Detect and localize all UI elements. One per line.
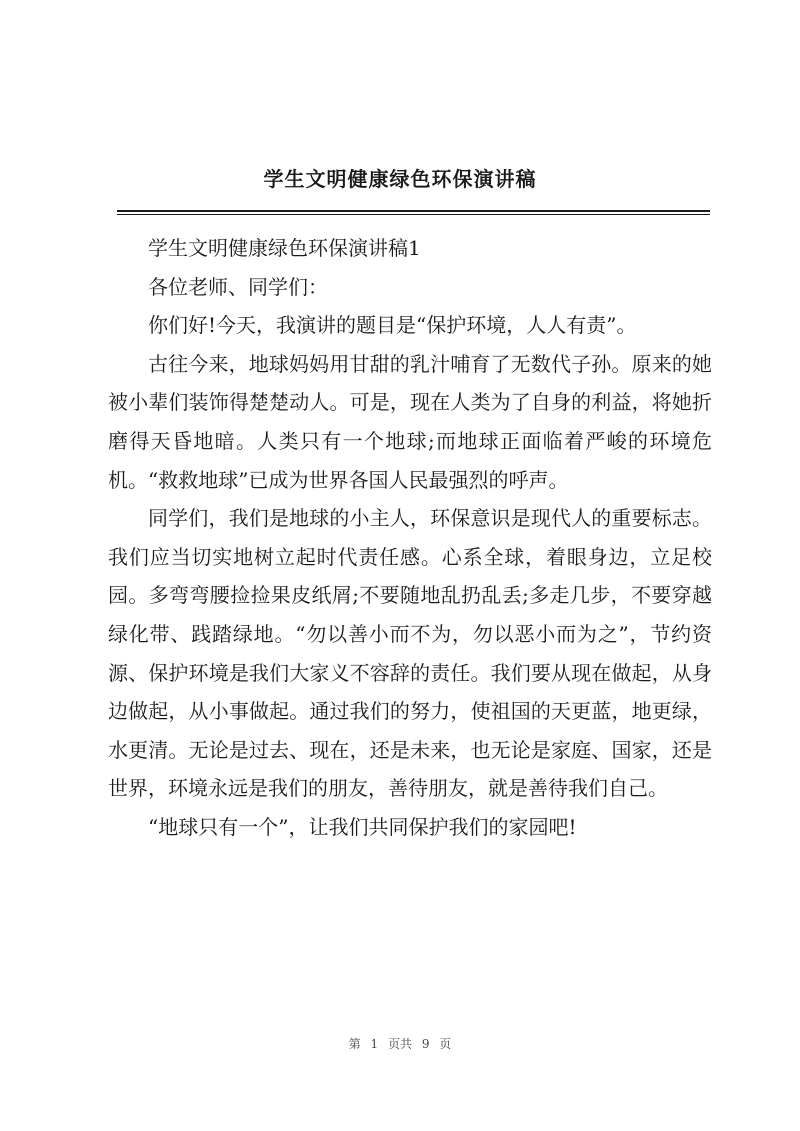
title-divider-thin <box>117 214 710 215</box>
paragraph-body-2: 同学们，我们是地球的小主人，环保意识是现代人的重要标志。我们应当切实地树立起时代责任感。心系全球，着眼身边，立足校园。多弯弯腰捡捡果皮纸屑;不要随地乱扔乱丢;多走几步，不要穿越绿化带、践踏绿地。“勿以善小而不为，勿以恶小而为之”，节约资源、保护环境是我们大家义不容辞的责任。我们要从现在做起，从身边做起，从小事做起。通过我们的努力，使祖国的天更蓝，地更绿，水更清。无论是过去、现在，还是未来，也无论是家庭、国家，还是世界，环境永远是我们的朋友，善待朋友，就是善待我们自己。 <box>108 506 712 801</box>
document-body <box>108 229 712 847</box>
title-divider-thick <box>117 210 710 212</box>
paragraph-heading: 学生文明健康绿色环保演讲稿1 <box>148 236 421 260</box>
paragraph-greeting: 你们好!今天，我演讲的题目是“保护环境，人人有责”。 <box>148 313 637 338</box>
paragraph-closing: “地球只有一个”，让我们共同保护我们的家园吧! <box>148 814 577 839</box>
document-title: 学生文明健康绿色环保演讲稿 <box>263 167 537 191</box>
paragraph-salutation: 各位老师、同学们： <box>148 274 328 299</box>
page-number: 第 1 页共 9 页 <box>348 1037 452 1051</box>
paragraph-body-1: 古往今来，地球妈妈用甘甜的乳汁哺育了无数代子孙。原来的她被小辈们装饰得楚楚动人。可是，现在人类为了自身的利益，将她折磨得天昏地暗。人类只有一个地球;而地球正面临着严峻的环境危机。“救救地球”已成为世界各国人民最强烈的呼声。 <box>108 351 712 492</box>
